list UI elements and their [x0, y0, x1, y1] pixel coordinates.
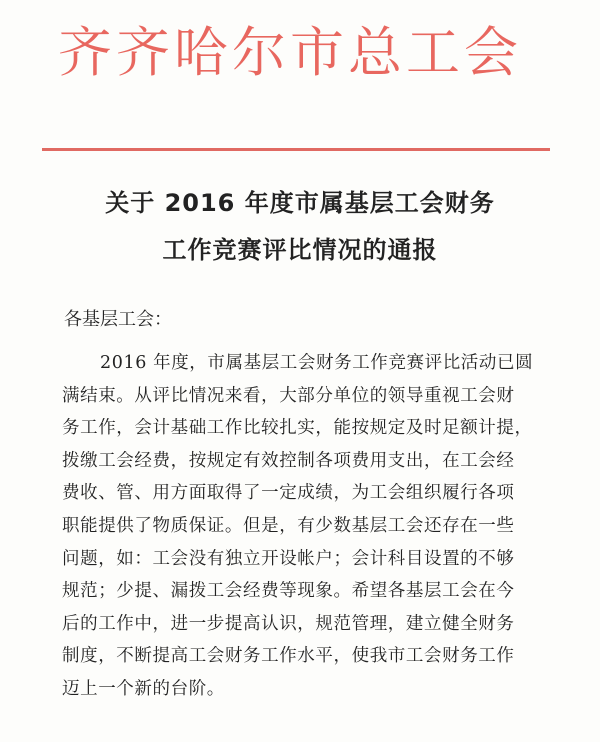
- notice-title-line-2: 工作竞赛评比情况的通报: [162, 236, 438, 264]
- body-line: 费收、管、用方面取得了一定成绩，为工会组织履行各项: [62, 483, 515, 504]
- body-line: 满结束。从评比情况来看，大部分单位的领导重视工会财: [62, 385, 515, 406]
- body-line: 制度，不断提高工会财务工作水平，使我市工会财务工作: [62, 646, 515, 667]
- body-line: 职能提供了物质保证。但是，有少数基层工会还存在一些: [62, 515, 515, 536]
- body-line: 问题，如：工会没有独立开设帐户；会计科目设置的不够: [62, 548, 515, 569]
- salutation: 各基层工会：: [64, 309, 172, 330]
- letterhead-org-name: 齐齐哈尔市总工会: [58, 21, 522, 84]
- body-line: 后的工作中，进一步提高认识，规范管理，建立健全财务: [62, 613, 515, 634]
- notice-title-line-1: 关于 2016 年度市属基层工会财务: [105, 189, 495, 217]
- body-line: 务工作，会计基础工作比较扎实，能按规定及时足额计提，: [62, 418, 533, 439]
- body-line: 迈上一个新的台阶。: [62, 678, 225, 699]
- body-line: 拨缴工会经费，按规定有效控制各项费用支出，在工会经: [62, 450, 515, 471]
- notice-body: [62, 347, 552, 706]
- body-line: 规范；少提、漏拨工会经费等现象。希望各基层工会在今: [62, 581, 515, 602]
- body-line: 2016 年度，市属基层工会财务工作竞赛评比活动已圆: [100, 353, 534, 373]
- letterhead-red-rule: [42, 148, 550, 151]
